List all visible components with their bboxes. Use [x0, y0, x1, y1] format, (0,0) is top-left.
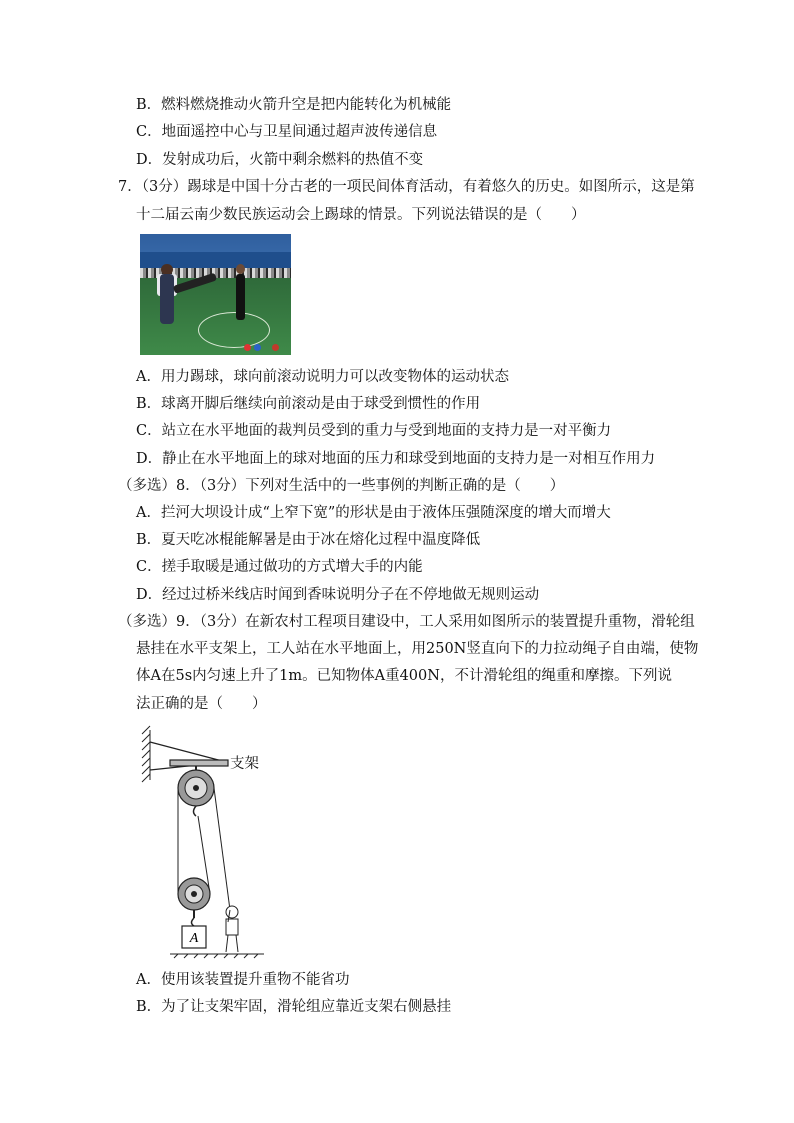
bracket: [150, 742, 228, 770]
block-a-label: A: [189, 931, 199, 946]
q9-stem-line1: （多选）9．（3分）在新农村工程项目建设中，工人采用如图所示的装置提升重物，滑轮组: [118, 614, 695, 630]
q7-option-c: C．站立在水平地面的裁判员受到的重力与受到地面的支持力是一对平衡力: [136, 423, 612, 439]
q6-option-c: C．地面遥控中心与卫星间通过超声波传递信息: [136, 124, 438, 140]
q8-option-c: C．搓手取暖是通过做功的方式增大手的内能: [136, 559, 423, 575]
q9-option-b: B．为了让支架牢固，滑轮组应靠近支架右侧悬挂: [136, 999, 452, 1015]
q7-stem-line2: 十二届云南少数民族运动会上踢球的情景。下列说法错误的是（ ）: [136, 207, 586, 223]
q8-stem: （多选）8．（3分）下列对生活中的一些事例的判断正确的是（ ）: [118, 478, 565, 494]
ground: [170, 954, 264, 958]
wall: [142, 726, 150, 782]
q7-option-d: D．静止在水平地面上的球对地面的压力和球受到地面的支持力是一对相互作用力: [136, 451, 656, 467]
q9-stem-line4: 法正确的是（ ）: [136, 696, 267, 712]
q9-option-a: A．使用该装置提升重物不能省功: [136, 972, 350, 988]
q9-stem-line3: 体A在5s内匀速上升了1m。已知物体A重400N，不计滑轮组的绳重和摩擦。下列说: [136, 668, 672, 684]
q7-stem-line1: 7．（3分）踢球是中国十分古老的一项民间体育活动，有着悠久的历史。如图所示，这是第: [118, 179, 695, 195]
q6-option-b: B．燃料燃烧推动火箭升空是把内能转化为机械能: [136, 97, 452, 113]
bracket-label: 支架: [230, 756, 259, 772]
q8-option-d: D．经过过桥米线店时闻到香味说明分子在不停地做无规则运动: [136, 587, 540, 603]
q7-kickball-photo: [140, 234, 291, 355]
q8-option-b: B．夏天吃冰棍能解暑是由于冰在熔化过程中温度降低: [136, 532, 481, 548]
q7-option-a: A．用力踢球，球向前滚动说明力可以改变物体的运动状态: [136, 369, 509, 385]
worker: [226, 906, 238, 952]
q9-stem-line2: 悬挂在水平支架上，工人站在水平地面上，用250N竖直向下的力拉动绳子自由端，使物: [136, 641, 699, 657]
q8-option-a: A．拦河大坝设计成“上窄下宽”的形状是由于液体压强随深度的增大而增大: [136, 505, 611, 521]
fixed-pulley: [178, 766, 214, 816]
q6-option-d: D．发射成功后，火箭中剩余燃料的热值不变: [136, 152, 424, 168]
movable-pulley: [178, 878, 210, 926]
q7-option-b: B．球离开脚后继续向前滚动是由于球受到惯性的作用: [136, 396, 481, 412]
